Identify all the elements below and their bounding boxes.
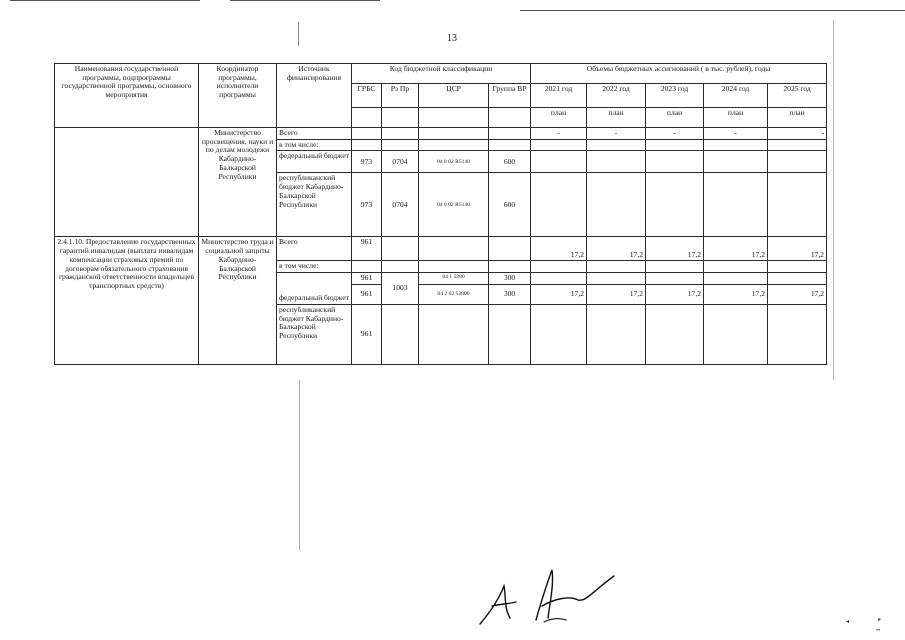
block1-name-empty [55,128,199,237]
header-vr-blank [489,108,531,128]
cell-empty [531,139,587,151]
cell-empty [419,261,489,273]
block1-source-total: Всего [277,128,352,140]
header-rzpr-blank [382,108,419,128]
cell-empty [768,261,827,273]
scan-top-line [520,10,905,11]
header-year-2024: 2024 год [704,84,768,108]
block1-republic-csr: 04 0 02 R5140 [419,173,489,237]
cell-empty [489,304,531,364]
block2-federal-2025: 17,2 [768,284,827,304]
corner-mark: •• [876,628,881,634]
block2-source-incl: в том числе: [277,261,352,273]
cell-empty [352,139,382,151]
block2-federal-vr-1: 300 [489,273,531,285]
cell-empty [587,151,646,173]
header-year-2022: 2022 год [587,84,646,108]
cell-empty [646,273,704,285]
cell-empty [768,273,827,285]
block1-federal-vr: 600 [489,151,531,173]
cell-empty [646,139,704,151]
header-name: Наименования государственной программы, подпрограммы государственной программы, основного мероприятия [55,64,199,128]
cell-empty [704,173,768,237]
cell-empty [352,261,382,273]
block1-republic-grbs: 973 [352,173,382,237]
cell-empty [587,173,646,237]
block2-total-2021: 17,2 [531,237,587,261]
header-grbs-blank [352,108,382,128]
header-plan: план [704,108,768,128]
cell-empty [382,139,419,151]
cell-empty [768,139,827,151]
signature [474,562,634,634]
fold-mark [298,22,299,46]
block2-source-federal: федеральный бюджет [277,273,352,305]
header-year-2023: 2023 год [646,84,704,108]
cell-empty [489,128,531,140]
block1-value-2024: - [704,128,768,140]
block2-total-2023: 17,2 [646,237,704,261]
cell-empty [704,304,768,364]
cell-empty [531,173,587,237]
scan-top-line [10,0,200,1]
block2-federal-rzpr: 1003 [382,273,419,305]
cell-empty [352,128,382,140]
cell-empty [382,261,419,273]
block2-total-2025: 17,2 [768,237,827,261]
fold-mark [299,380,300,550]
block1-republic-rzpr: 0704 [382,173,419,237]
header-code-group: Код бюджетной классификации [352,64,531,84]
fold-mark [833,20,834,380]
cell-empty [704,273,768,285]
cell-empty [704,151,768,173]
table-row [55,128,827,140]
budget-table [54,63,827,365]
block2-federal-2022: 17,2 [587,284,646,304]
corner-mark: ◂ [846,619,850,625]
corner-mark: ▸ [878,617,882,623]
block2-federal-2023: 17,2 [646,284,704,304]
cell-empty [489,237,531,261]
block2-coordinator: Министерство труда и социальной защиты Кабардино-Балкарской Республики [199,237,277,364]
header-year-2025: 2025 год [768,84,827,108]
block1-value-2022: - [587,128,646,140]
block2-federal-grbs-2: 961 [352,284,382,304]
cell-empty [704,139,768,151]
cell-empty [382,237,419,261]
cell-empty [704,261,768,273]
header-vr: Группа ВР [489,84,531,108]
cell-empty [419,304,489,364]
block1-value-2023: - [646,128,704,140]
cell-empty [419,139,489,151]
header-coordinator: Координатор программы, исполнители программы [199,64,277,128]
block2-republic-grbs: 961 [352,304,382,364]
block1-source-republic: республиканский бюджет Кабардино-Балкарской Республики [277,173,352,237]
block1-federal-grbs: 973 [352,151,382,173]
cell-empty [382,128,419,140]
block2-federal-vr-2: 300 [489,284,531,304]
block2-federal-2021: 17,2 [531,284,587,304]
page-number: 13 [447,33,457,44]
block1-source-federal: федеральный бюджет [277,151,352,173]
cell-empty [587,304,646,364]
cell-empty [382,304,419,364]
block1-coordinator: Министерство просвещения, науки и по делам молодежи Кабардино-Балкарской Республики [199,128,277,237]
cell-empty [531,273,587,285]
block2-total-grbs: 961 [352,237,382,261]
header-volumes-group: Объемы бюджетных ассигнований ( в тыс. рублей), годы [531,64,827,84]
scan-top-line [230,0,380,1]
block2-total-2022: 17,2 [587,237,646,261]
header-plan: план [768,108,827,128]
block1-value-2021: - [531,128,587,140]
cell-empty [531,261,587,273]
cell-empty [531,304,587,364]
cell-empty [646,261,704,273]
block1-federal-csr: 04 0 02 R5140 [419,151,489,173]
block2-federal-2024: 17,2 [704,284,768,304]
cell-empty [646,304,704,364]
header-year-2021: 2021 год [531,84,587,108]
cell-empty [587,273,646,285]
cell-empty [419,237,489,261]
header-rzpr: Рз Пр [382,84,419,108]
cell-empty [646,173,704,237]
block1-federal-rzpr: 0704 [382,151,419,173]
cell-empty [646,151,704,173]
cell-empty [489,139,531,151]
cell-empty [768,151,827,173]
block2-source-total: Всего [277,237,352,261]
header-csr-blank [419,108,489,128]
header-plan: план [587,108,646,128]
cell-empty [531,151,587,173]
cell-empty [587,261,646,273]
block2-federal-csr-1: 04 1 5280 [419,273,489,285]
header-source: Источник финансирования [277,64,352,128]
cell-empty [768,173,827,237]
block1-republic-vr: 600 [489,173,531,237]
header-plan: план [531,108,587,128]
cell-empty [489,261,531,273]
header-plan: план [646,108,704,128]
block2-source-republic: республиканский бюджет Кабардино-Балкарской Республики [277,304,352,364]
header-grbs: ГРБС [352,84,382,108]
cell-empty [587,139,646,151]
block2-name: 2.4.1.10. Предоставление государственных гарантий инвалидам (выплата инвалидам компенсации страховых премий по договорам обязательного страхования гражданской ответственности владельцев транспортных средств) [55,237,199,364]
header-csr: ЦСР [419,84,489,108]
table-row [55,237,827,261]
block2-total-2024: 17,2 [704,237,768,261]
block1-value-2025: - [768,128,827,140]
cell-empty [768,304,827,364]
cell-empty [419,128,489,140]
block2-federal-csr-2: 04 2 02 52800 [419,284,489,304]
block1-source-incl: в том числе: [277,139,352,151]
block2-federal-grbs-1: 961 [352,273,382,285]
